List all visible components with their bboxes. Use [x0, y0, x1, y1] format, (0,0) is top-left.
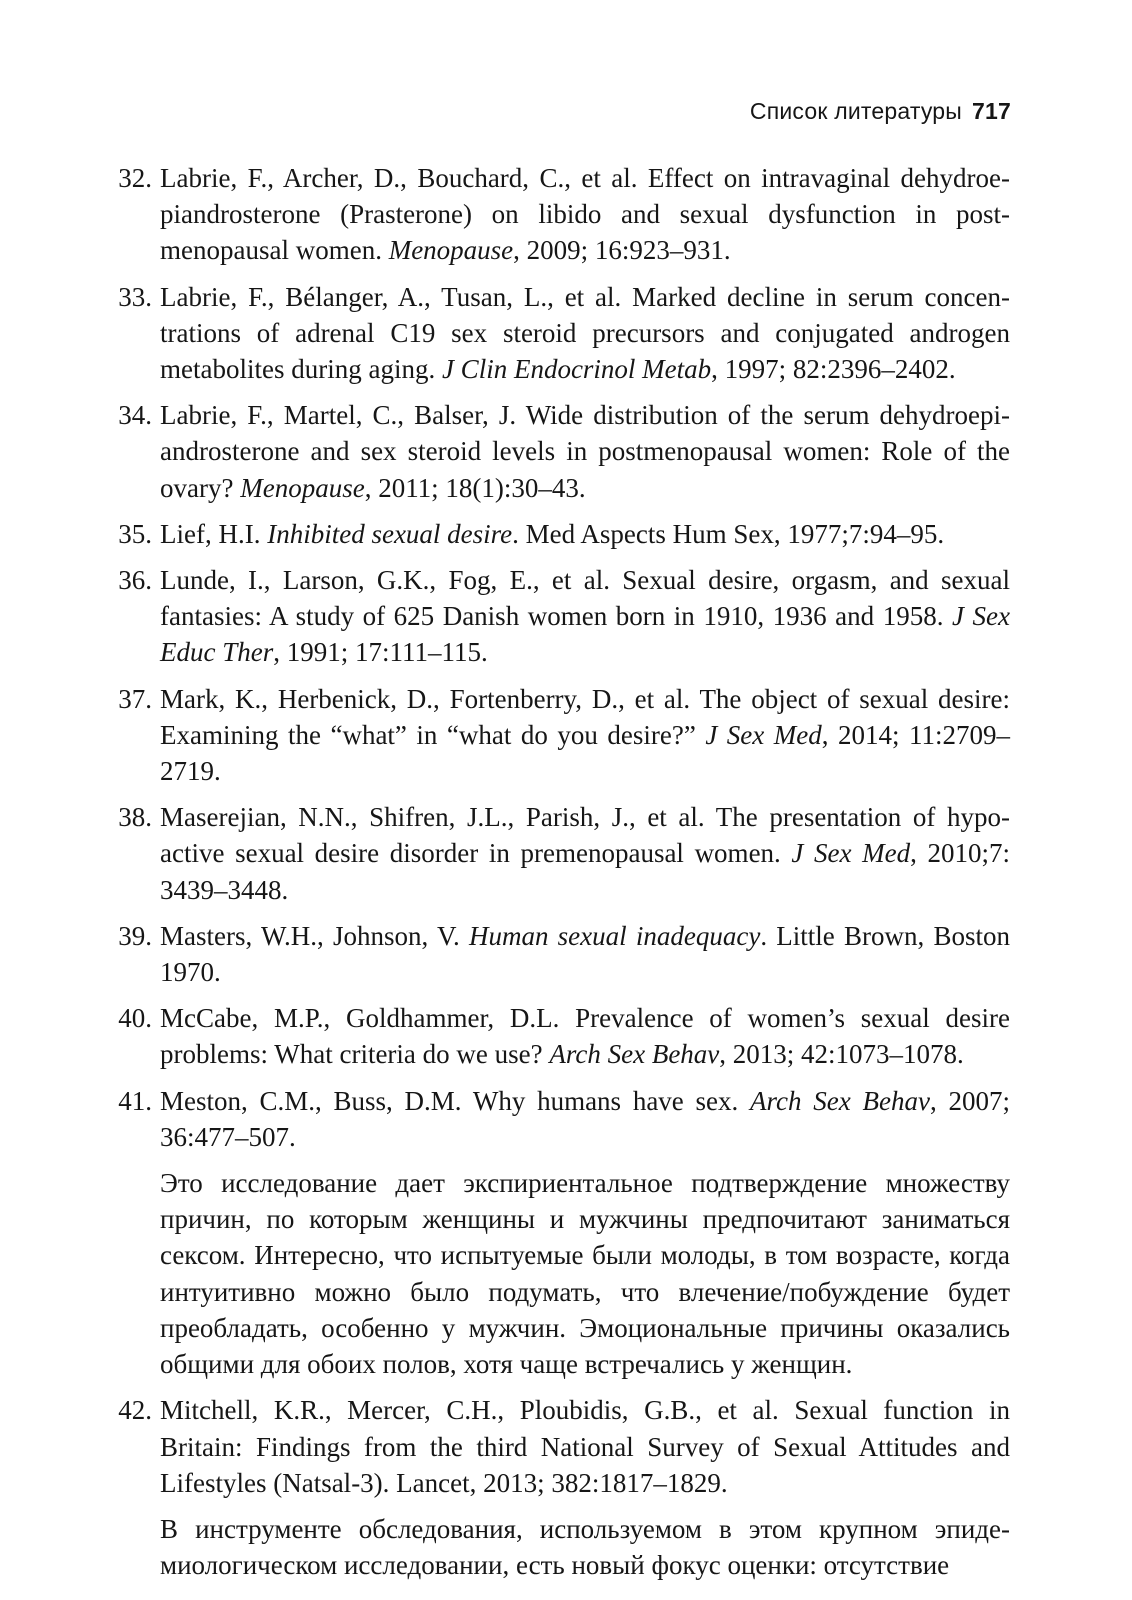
reference-text: , 2007; 36:477–507.	[160, 1085, 1010, 1152]
reference-item	[110, 397, 1010, 506]
reference-source-italic: J Sex Med	[791, 838, 911, 869]
reference-text: Lief, H.I.	[160, 518, 268, 549]
reference-item	[110, 799, 1010, 908]
reference-source-italic: Human sexual inadequacy	[468, 920, 761, 951]
reference-text: , 1997; 82:2396–2402.	[711, 354, 956, 385]
reference-text: . Little Brown, Boston 1970.	[160, 920, 1010, 988]
reference-text: Lunde, I., Larson, G.K., Fog, E., et al. Sexual desire, orgasm, and sexual fantasies: A study of 625 Danish women born in 1910, 1936 and 1958.	[160, 565, 1010, 632]
reference-number: 37.	[118, 683, 152, 714]
reference-item	[110, 681, 1010, 790]
reference-number: 32.	[118, 163, 152, 193]
reference-text: Labrie, F., Martel, C., Balser, J. Wide distribution of the serum dehydroepiandrosterone and sex steroid levels in postmenopausal women: Role of the ovary?	[160, 400, 1010, 503]
reference-item	[110, 1083, 1010, 1155]
reference-item	[110, 279, 1010, 388]
reference-number: 33.	[118, 281, 152, 312]
running-head	[750, 98, 1011, 125]
reference-text: , 2011; 18(1):30–43.	[364, 472, 586, 503]
reference-source-italic: Menopause	[388, 235, 514, 266]
reference-text: , 2010;7: 3439–3448.	[160, 838, 1010, 905]
reference-number: 42.	[118, 1395, 152, 1426]
reference-source-italic: J Clin Endocrinol Metab	[441, 354, 712, 385]
reference-text: , 2014; 11:2709–2719.	[160, 719, 1010, 787]
reference-text: Labrie, F., Archer, D., Bouchard, C., et al. Effect on intravaginal dehydroepiandrosterone (Prasterone) on libido and sexual dysfunction in postmenopausal women.	[160, 163, 1010, 266]
reference-text: Masters, W.H., Johnson, V.	[160, 920, 469, 951]
reference-text: Mark, K., Herbenick, D., Fortenberry, D., et al. The object of sexual desire: Examining the “what” in “what do you desire?”	[160, 683, 1010, 750]
reference-number: 36.	[118, 565, 152, 596]
reference-number: 41.	[118, 1085, 152, 1116]
reference-item	[110, 1000, 1010, 1072]
reference-text: , 2013; 42:1073–1078.	[719, 1039, 964, 1070]
reference-number: 40.	[118, 1003, 152, 1034]
reference-source-italic: Inhibited sexual desire	[267, 518, 513, 549]
reference-text: , 1991; 17:111–115.	[273, 637, 488, 668]
section-title: Список литературы	[749, 98, 963, 124]
page-number: 717	[972, 98, 1011, 124]
reference-text: McCabe, M.P., Goldhammer, D.L. Prevalence of women’s sexual desire problems: What criteria do we use?	[160, 1003, 1010, 1070]
reference-item	[110, 1392, 1010, 1501]
reference-text: Labrie, F., Bélanger, A., Tusan, L., et al. Marked decline in serum concentrations of adrenal C19 sex steroid precursors and conjugated androgen metabolites during aging.	[160, 281, 1010, 385]
reference-source-italic: Menopause	[240, 472, 365, 503]
reference-number: 35.	[118, 518, 152, 549]
reference-number: 38.	[118, 802, 152, 833]
reference-text: Maserejian, N.N., Shifren, J.L., Parish, J., et al. The presentation of hypoactive sexual desire disorder in premenopausal women.	[160, 802, 1010, 869]
reference-item	[110, 160, 1010, 269]
reference-source-italic: J Sex Med	[705, 719, 822, 750]
reference-source-italic: J Sex Educ Ther	[160, 601, 1010, 668]
reference-number: 34.	[118, 400, 152, 431]
reference-annotation: Это исследование дает экспириентальное подтверждение множеству причин, по которым женщины и мужчины предпочитают заниматься сексом. Интересно, что испытуемые были молоды, в том возрасте, когда интуитивно можно было подумать, что влечение/побуждение будет преобладать, особенно у мужчин. Эмоциональные причины оказались общими для обоих полов, хотя чаще встречались у женщин.	[160, 1168, 1010, 1380]
reference-annotation: В инструменте обследования, используемом в этом крупном эпидемиологическом исследовании, есть новый фокус оценки: отсутствие	[160, 1513, 1010, 1581]
reference-source-italic: Arch Sex Behav	[549, 1039, 720, 1070]
reference-text: Mitchell, K.R., Mercer, C.H., Ploubidis, G.B., et al. Sexual function in Britain: Findings from the third National Survey of Sexual Attitudes and Lifestyles (Natsal-3). Lancet, 2013; 382:1817–1829.	[160, 1395, 1010, 1498]
reference-number: 39.	[118, 920, 152, 951]
reference-item	[110, 516, 1010, 552]
reference-source-italic: Arch Sex Behav	[750, 1085, 930, 1116]
reference-text: . Med Aspects Hum Sex, 1977;7:94–95.	[512, 518, 945, 549]
reference-text: , 2009; 16:923–931.	[513, 235, 731, 266]
reference-list	[110, 160, 1010, 1593]
reference-text: Meston, C.M., Buss, D.M. Why humans have sex.	[160, 1085, 751, 1116]
reference-item	[110, 918, 1010, 990]
reference-item	[110, 562, 1010, 671]
